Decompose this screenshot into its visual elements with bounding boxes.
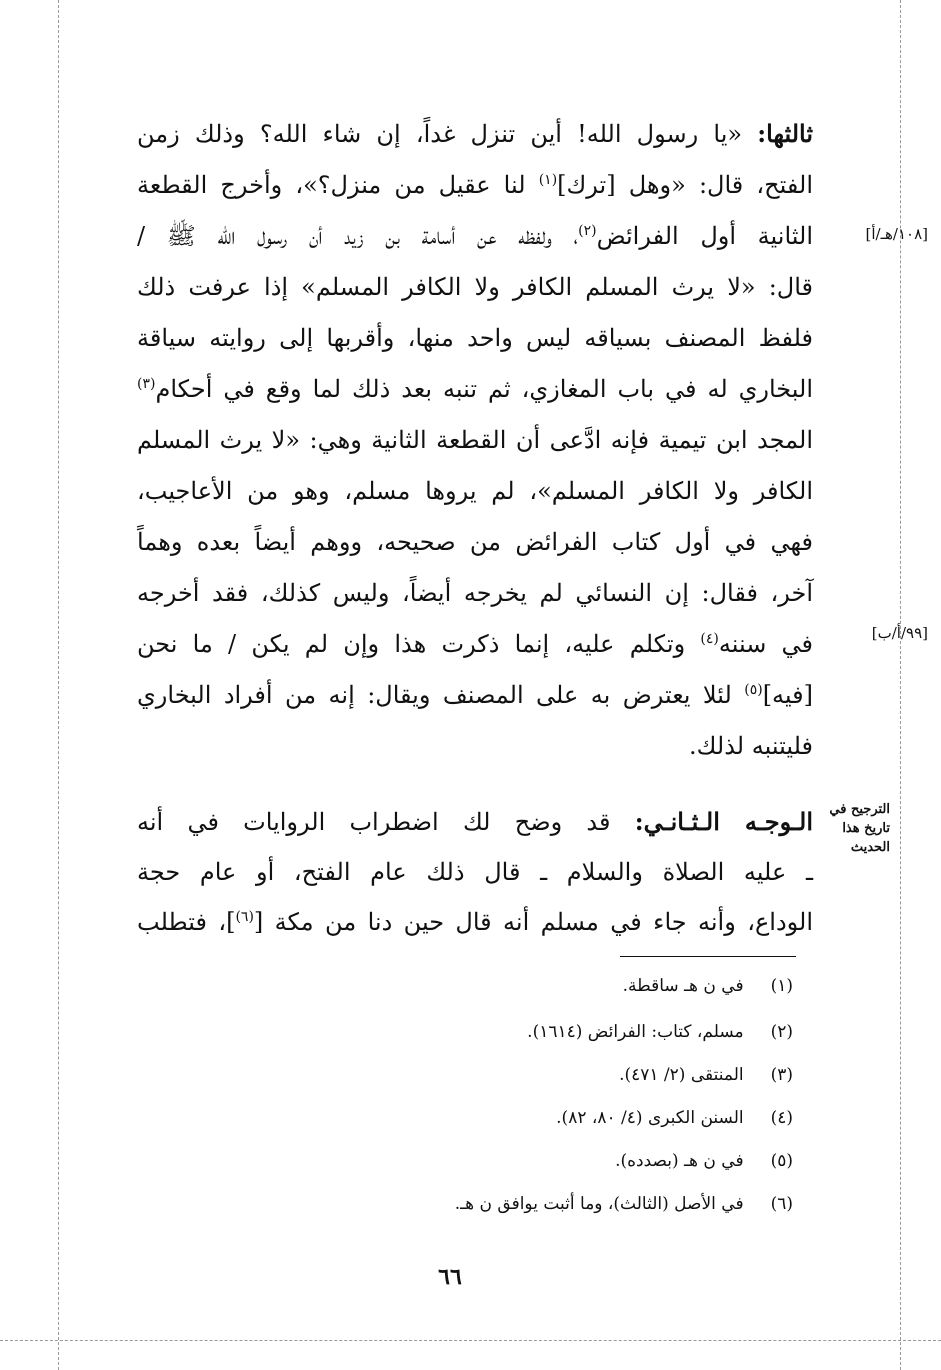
lead-word: ثالثها: [757, 119, 813, 148]
side-heading: الترجيح في تاريخ هذا الحديث [829, 802, 890, 855]
page-number: ٦٦ [438, 1264, 462, 1290]
section-lead: الـوجـه الـثـانـي: [634, 807, 814, 836]
crop-guide-left [58, 0, 59, 1370]
footnote: (٢) مسلم، كتاب: الفرائض (١٦١٤). [527, 1022, 793, 1042]
footnote-marker: (٣) [137, 376, 156, 392]
footnote-marker: (٢) [578, 223, 597, 239]
footnote-marker: (٦) [235, 909, 254, 925]
body-line: ـ عليه الصلاة والسلام ـ قال ذلك عام الفتح، أو عام حجة [137, 858, 813, 886]
margin-manuscript-ref: [١٠٨/هـ/أ] [865, 225, 928, 243]
body-line: الفتح، قال: «وهل [ترك]$^{(١)}$ لنا عقيل من منزل؟»، وأخرج القطعة [137, 171, 813, 199]
footnote-marker: (٤) [700, 631, 719, 647]
margin-manuscript-ref: [٩٩/أ/ب] [871, 624, 928, 642]
body-line: فهي في أول كتاب الفرائض من صحيحه، ووهم أيضاً بعده وهماً [137, 528, 813, 556]
body-line: في سننه$^{(٤)}$ وتكلم عليه، إنما ذكرت هذا وإن لم يكن / ما نحن [137, 630, 813, 658]
footnote: (٣) المنتقى (٢/ ٤٧١). [619, 1065, 793, 1085]
footnote: (٤) السنن الكبرى (٤/ ٨٠، ٨٢). [556, 1108, 793, 1128]
footnote: (١) في ن هـ ساقطة. [622, 976, 793, 996]
footnote-separator [620, 956, 796, 957]
body-line: فليتنبه لذلك. [689, 732, 813, 760]
crop-guide-bottom [0, 1340, 941, 1341]
body-line: البخاري له في باب المغازي، ثم تنبه بعد ذلك لما وقع في أحكام$^{(٣)}$ [137, 375, 813, 403]
footnote-marker: (١) [538, 172, 558, 188]
body-line: الـوجـه الـثـانـي: قد وضح لك اضطراب الروايات في أنه [137, 807, 814, 836]
footnote-marker: (٥) [744, 682, 763, 698]
body-line: الثانية أول الفرائض$^{(٢)}$، ولفظه عن أسامة بن زيد أن رسول الله ﷺ / [137, 222, 814, 250]
body-line: [فيه]$^{(٥)}$ لئلا يعترض به على المصنف ويقال: إنه من أفراد البخاري [137, 681, 813, 709]
footnote: (٦) في الأصل (الثالث)، وما أثبت يوافق ن هـ. [454, 1194, 793, 1214]
footnote: (٥) في ن هـ (بصدده). [615, 1151, 793, 1171]
body-line: الوداع، وأنه جاء في مسلم أنه قال حين دنا من مكة [$^{(٦)}$]، فتطلب [137, 908, 814, 936]
body-line: قال: «لا يرث المسلم الكافر ولا الكافر المسلم» إذا عرفت ذلك [137, 273, 814, 301]
body-line: فلفظ المصنف بسياقه ليس واحد منها، وأقربها إلى روايته سياقة [137, 324, 814, 352]
body-line: آخر، فقال: إن النسائي لم يخرجه أيضاً، وليس كذلك، فقد أخرجه [137, 579, 813, 607]
body-line: المجد ابن تيمية فإنه ادَّعى أن القطعة الثانية وهي: «لا يرث المسلم [137, 426, 813, 454]
crop-guide-right [900, 0, 901, 1370]
body-line: ثالثها: «يا رسول الله! أين تنزل غداً، إن شاء الله؟ وذلك زمن [137, 119, 813, 148]
body-line: الكافر ولا الكافر المسلم»، لم يروها مسلم، وهو من الأعاجيب، [137, 477, 813, 505]
